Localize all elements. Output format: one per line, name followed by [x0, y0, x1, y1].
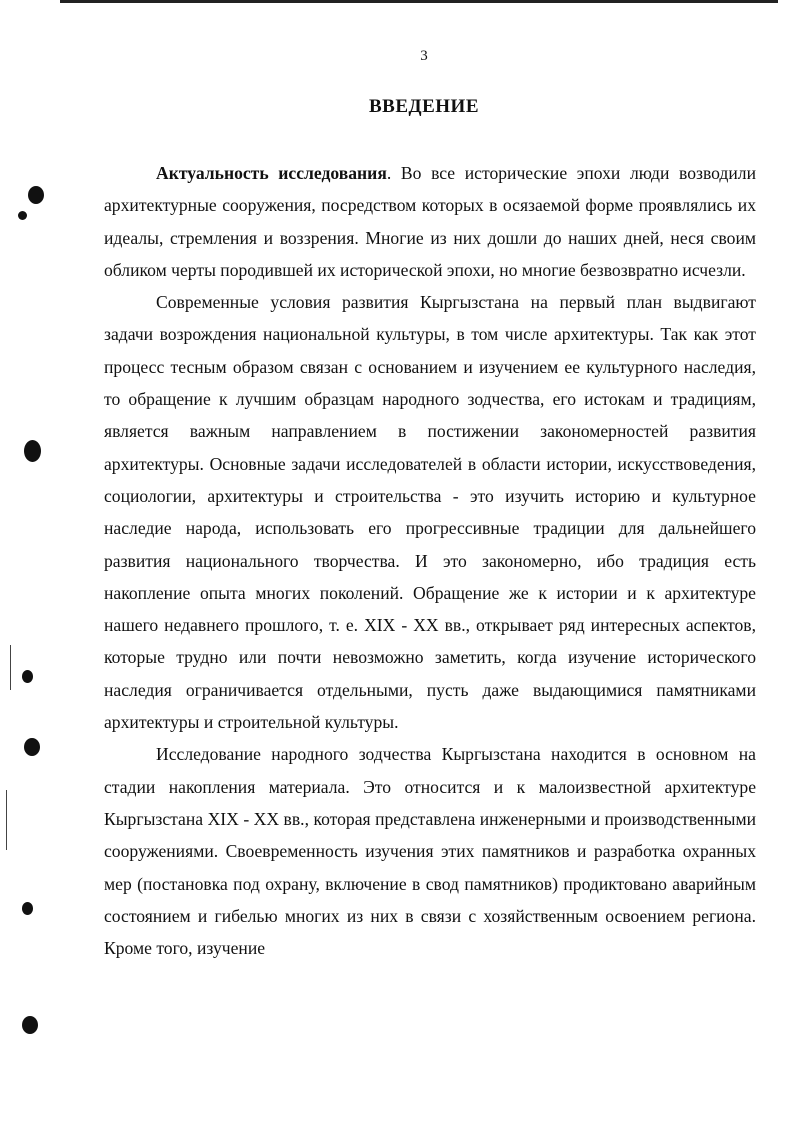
- binder-hole-mark: [28, 186, 44, 204]
- paragraph-research: Исследование народного зодчества Кыргызстана находится в основном на стадии накопления материала. Это относится и к малоизвестной архитектуре Кыргызстана XIX - XX вв., которая представлена инженерными и производственными сооружениями. Своевременность изучения этих памятников и разработка охранных мер (постановка под охрану, включение в свод памятников) продиктовано аварийным состоянием и гибелью многих из них в связи с хозяйственным освоением региона. Кроме того, изучение: [104, 744, 756, 959]
- margin-scan-line: [10, 645, 11, 690]
- binder-hole-mark: [24, 440, 41, 462]
- page-top-border: [60, 0, 778, 3]
- page-number: 3: [420, 48, 428, 64]
- binder-hole-mark: [18, 211, 27, 220]
- binder-hole-mark: [22, 1016, 38, 1034]
- document-body: [104, 157, 756, 964]
- relevance-heading: Актуальность исследования: [156, 163, 387, 183]
- paragraph-conditions: Современные условия развития Кыргызстана на первый план выдвигают задачи возрождения национальной культуры, в том числе архитектуры. Так как этот процесс тесным образом связан с основанием и изучением ее культурного наследия, то обращение к лучшим образцам народного зодчества, его истокам и традициям, является важным направлением в постижении закономерностей развития архитектуры. Основные задачи исследователей в области истории, искусствоведения, социологии, архитектуры и строительства - это изучить историю и культурное наследие народа, использовать его прогрессивные традиции для дальнейшего развития национального творчества. И это закономерно, ибо традиция есть накопление опыта многих поколений. Обращение же к истории и к архитектуре нашего недавнего прошлого, т. е. XIX - XX вв., открывает ряд интересных аспектов, которые трудно или почти невозможно заметить, когда изучение исторического наследия ограничивается отдельными, пусть даже выдающимися памятниками архитектуры и строительной культуры.: [104, 292, 756, 733]
- binder-hole-mark: [22, 670, 33, 683]
- paragraph-relevance: [104, 157, 756, 286]
- binder-hole-mark: [24, 738, 40, 756]
- paragraph-text: . Во все исторические эпохи люди возводили архитектурные сооружения, посредством которых в осязаемой форме проявлялись их идеалы, стремления и воззрения. Многие из них дошли до наших дней, неся своим обликом черты породившей их исторической эпохи, но многие безвозвратно исчезли.: [104, 163, 756, 280]
- binder-hole-mark: [22, 902, 33, 915]
- page-title: ВВЕДЕНИЕ: [369, 96, 479, 117]
- margin-scan-line: [6, 790, 7, 850]
